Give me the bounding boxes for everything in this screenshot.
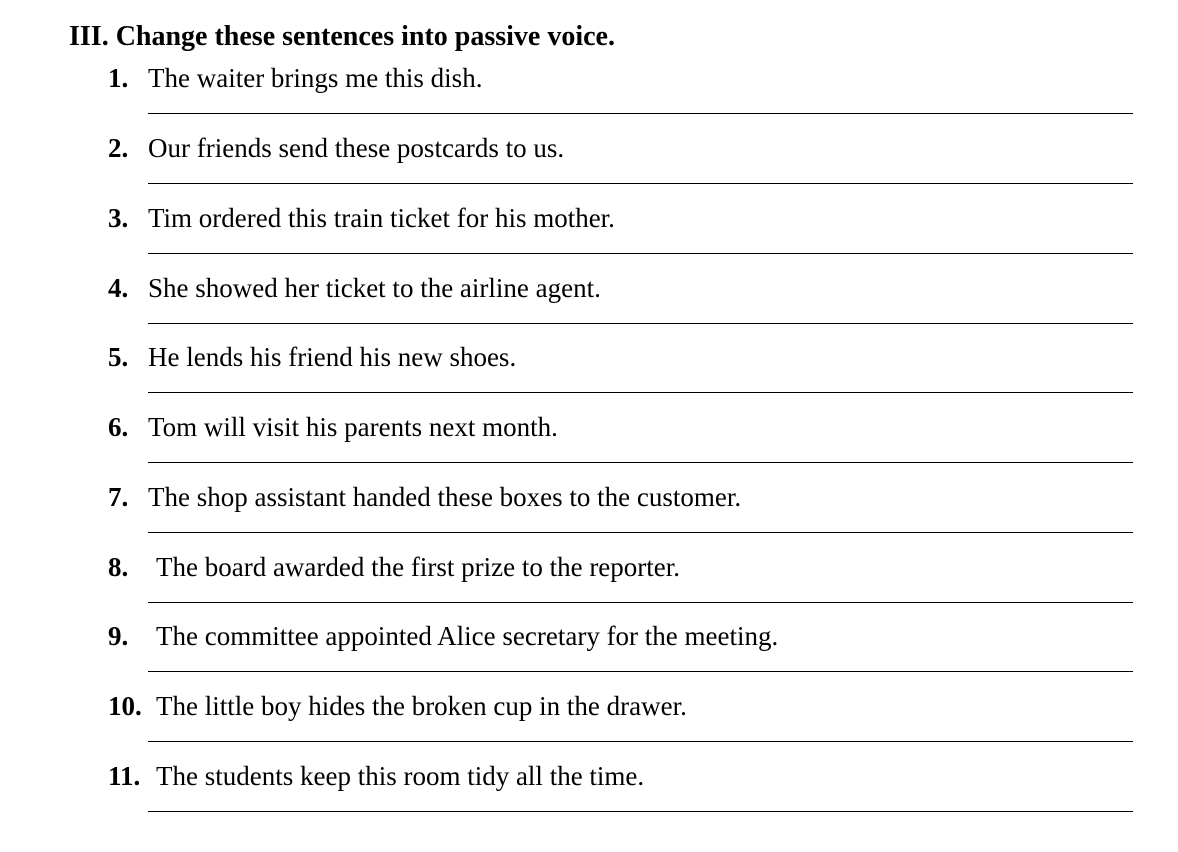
answer-line[interactable] bbox=[148, 392, 1133, 393]
answer-line[interactable] bbox=[148, 532, 1133, 533]
exercise-item bbox=[0, 62, 1178, 132]
item-sentence: She showed her ticket to the airline agent. bbox=[148, 273, 601, 303]
item-number: 1. bbox=[108, 63, 129, 93]
exercise-item bbox=[0, 341, 1178, 411]
answer-line[interactable] bbox=[148, 113, 1133, 114]
item-number: 8. bbox=[108, 552, 129, 582]
item-number: 3. bbox=[108, 203, 129, 233]
answer-line[interactable] bbox=[148, 462, 1133, 463]
exercise-item bbox=[0, 411, 1178, 481]
item-number: 10. bbox=[108, 691, 142, 721]
item-sentence: The board awarded the first prize to the reporter. bbox=[156, 552, 681, 582]
item-sentence: The students keep this room tidy all the time. bbox=[156, 761, 645, 791]
item-number: 11. bbox=[108, 761, 141, 791]
item-sentence: He lends his friend his new shoes. bbox=[148, 342, 517, 372]
exercise-item bbox=[0, 132, 1178, 202]
exercise-heading: III. Change these sentences into passive voice. bbox=[69, 21, 615, 52]
exercise-item bbox=[0, 690, 1178, 760]
answer-line[interactable] bbox=[148, 253, 1133, 254]
item-sentence: The little boy hides the broken cup in the drawer. bbox=[156, 691, 687, 721]
item-number: 5. bbox=[108, 342, 129, 372]
item-sentence: Our friends send these postcards to us. bbox=[148, 133, 565, 163]
answer-line[interactable] bbox=[148, 323, 1133, 324]
item-sentence: The committee appointed Alice secretary for the meeting. bbox=[156, 621, 779, 651]
item-number: 7. bbox=[108, 482, 129, 512]
exercise-item bbox=[0, 272, 1178, 342]
item-number: 6. bbox=[108, 412, 129, 442]
exercise-item bbox=[0, 760, 1178, 830]
item-sentence: Tim ordered this train ticket for his mother. bbox=[148, 203, 615, 233]
item-number: 4. bbox=[108, 273, 129, 303]
answer-line[interactable] bbox=[148, 671, 1133, 672]
exercise-item bbox=[0, 481, 1178, 551]
item-number: 2. bbox=[108, 133, 129, 163]
item-sentence: The shop assistant handed these boxes to the customer. bbox=[148, 482, 742, 512]
exercise-item bbox=[0, 202, 1178, 272]
answer-line[interactable] bbox=[148, 183, 1133, 184]
answer-line[interactable] bbox=[148, 602, 1133, 603]
item-number: 9. bbox=[108, 621, 129, 651]
answer-line[interactable] bbox=[148, 741, 1133, 742]
item-sentence: Tom will visit his parents next month. bbox=[148, 412, 558, 442]
answer-line[interactable] bbox=[148, 811, 1133, 812]
exercise-item bbox=[0, 551, 1178, 621]
exercise-item bbox=[0, 620, 1178, 690]
item-sentence: The waiter brings me this dish. bbox=[148, 63, 483, 93]
